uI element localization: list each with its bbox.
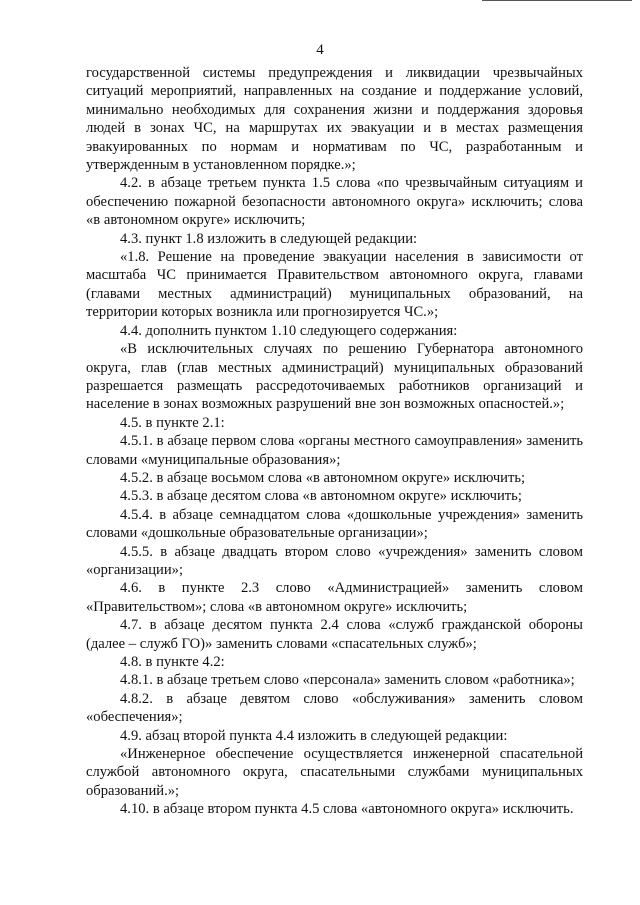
top-edge-line <box>482 0 632 1</box>
paragraph-4-5-2: 4.5.2. в абзаце восьмом слова «в автономном округе» исключить; <box>120 469 526 486</box>
paragraph-4-7: 4.7. в абзаце десятом пункта 2.4 слова «служб гражданской обороны (далее – служб ГО)» заменить словами «спасательных служб»; <box>86 617 583 652</box>
paragraph-4-5: 4.5. в пункте 2.1: <box>120 414 225 431</box>
paragraph-4-8-2: 4.8.2. в абзаце девятом слово «обслуживания» заменить словом «обеспечения»; <box>86 690 583 726</box>
paragraph-4-3: 4.3. пункт 1.8 изложить в следующей редакции: <box>120 230 418 247</box>
paragraph-4-9: 4.9. абзац второй пункта 4.4 изложить в следующей редакции: <box>120 727 508 744</box>
paragraph-4-5-1: 4.5.1. в абзаце первом слова «органы местного самоуправления» заменить словами «муниципальные образования»; <box>86 433 583 468</box>
paragraph-4-5-3: 4.5.3. в абзаце десятом слова «в автономном округе» исключить; <box>120 488 522 505</box>
paragraph-quote-4-4: «Инженерное обеспечение осуществляется инженерной спасательной службой автономного округа, спасательными службами муниципальных образований.»; <box>86 746 583 799</box>
paragraph-4-2: 4.2. в абзаце третьем пункта 1.5 слова «по чрезвычайным ситуациям и обеспечению пожарной безопасности автономного округа» исключить; слова «в автономном округе» исключить; <box>86 175 583 229</box>
paragraph-quote-1-10: «В исключительных случаях по решению Губернатора автономного округа, глав (глав местных администраций) муниципальных образований разрешается размещать рассредоточиваемых работников организаций и население в зонах возможных разрушений вне зон возможных опасностей.»; <box>86 341 583 413</box>
paragraph-4-10: 4.10. в абзаце втором пункта 4.5 слова «автономного округа» исключить. <box>120 801 574 818</box>
paragraph-4-5-4: 4.5.4. в абзаце семнадцатом слова «дошкольные учреждения» заменить словами «дошкольные образовательные организации»; <box>86 506 583 542</box>
paragraph-4-4: 4.4. дополнить пунктом 1.10 следующего содержания: <box>120 322 458 339</box>
paragraph-4-6: 4.6. в пункте 2.3 слово «Администрацией» заменить словом «Правительством»; слова «в автономном округе» исключить; <box>86 580 583 615</box>
paragraph-4-8: 4.8. в пункте 4.2: <box>120 654 225 670</box>
page-number: 4 <box>316 42 324 58</box>
paragraph-continuation: государственной системы предупреждения и ликвидации чрезвычайных ситуаций мероприятий, направленных на создание и поддержание условий, минимально необходимых для сохранения жизни и поддержания здоровья людей в зонах ЧС, на маршрутах их эвакуации и в местах размещения эвакуированных по нормам и нормативам по ЧС, разработанным и утвержденным в установленном порядке.»; <box>86 65 583 174</box>
paragraph-quote-1-8: «1.8. Решение на проведение эвакуации населения в зависимости от масштаба ЧС принимается Правительством автономного округа, главами (главами местных администраций) муниципальных образований, на территории которых возникла или прогнозируется ЧС.»; <box>86 249 583 321</box>
paragraph-4-5-5: 4.5.5. в абзаце двадцать втором слово «учреждения» заменить словом «организации»; <box>86 543 583 578</box>
document-body <box>86 64 583 819</box>
paragraph-4-8-1: 4.8.1. в абзаце третьем слово «персонала» заменить словом «работника»; <box>120 672 575 689</box>
